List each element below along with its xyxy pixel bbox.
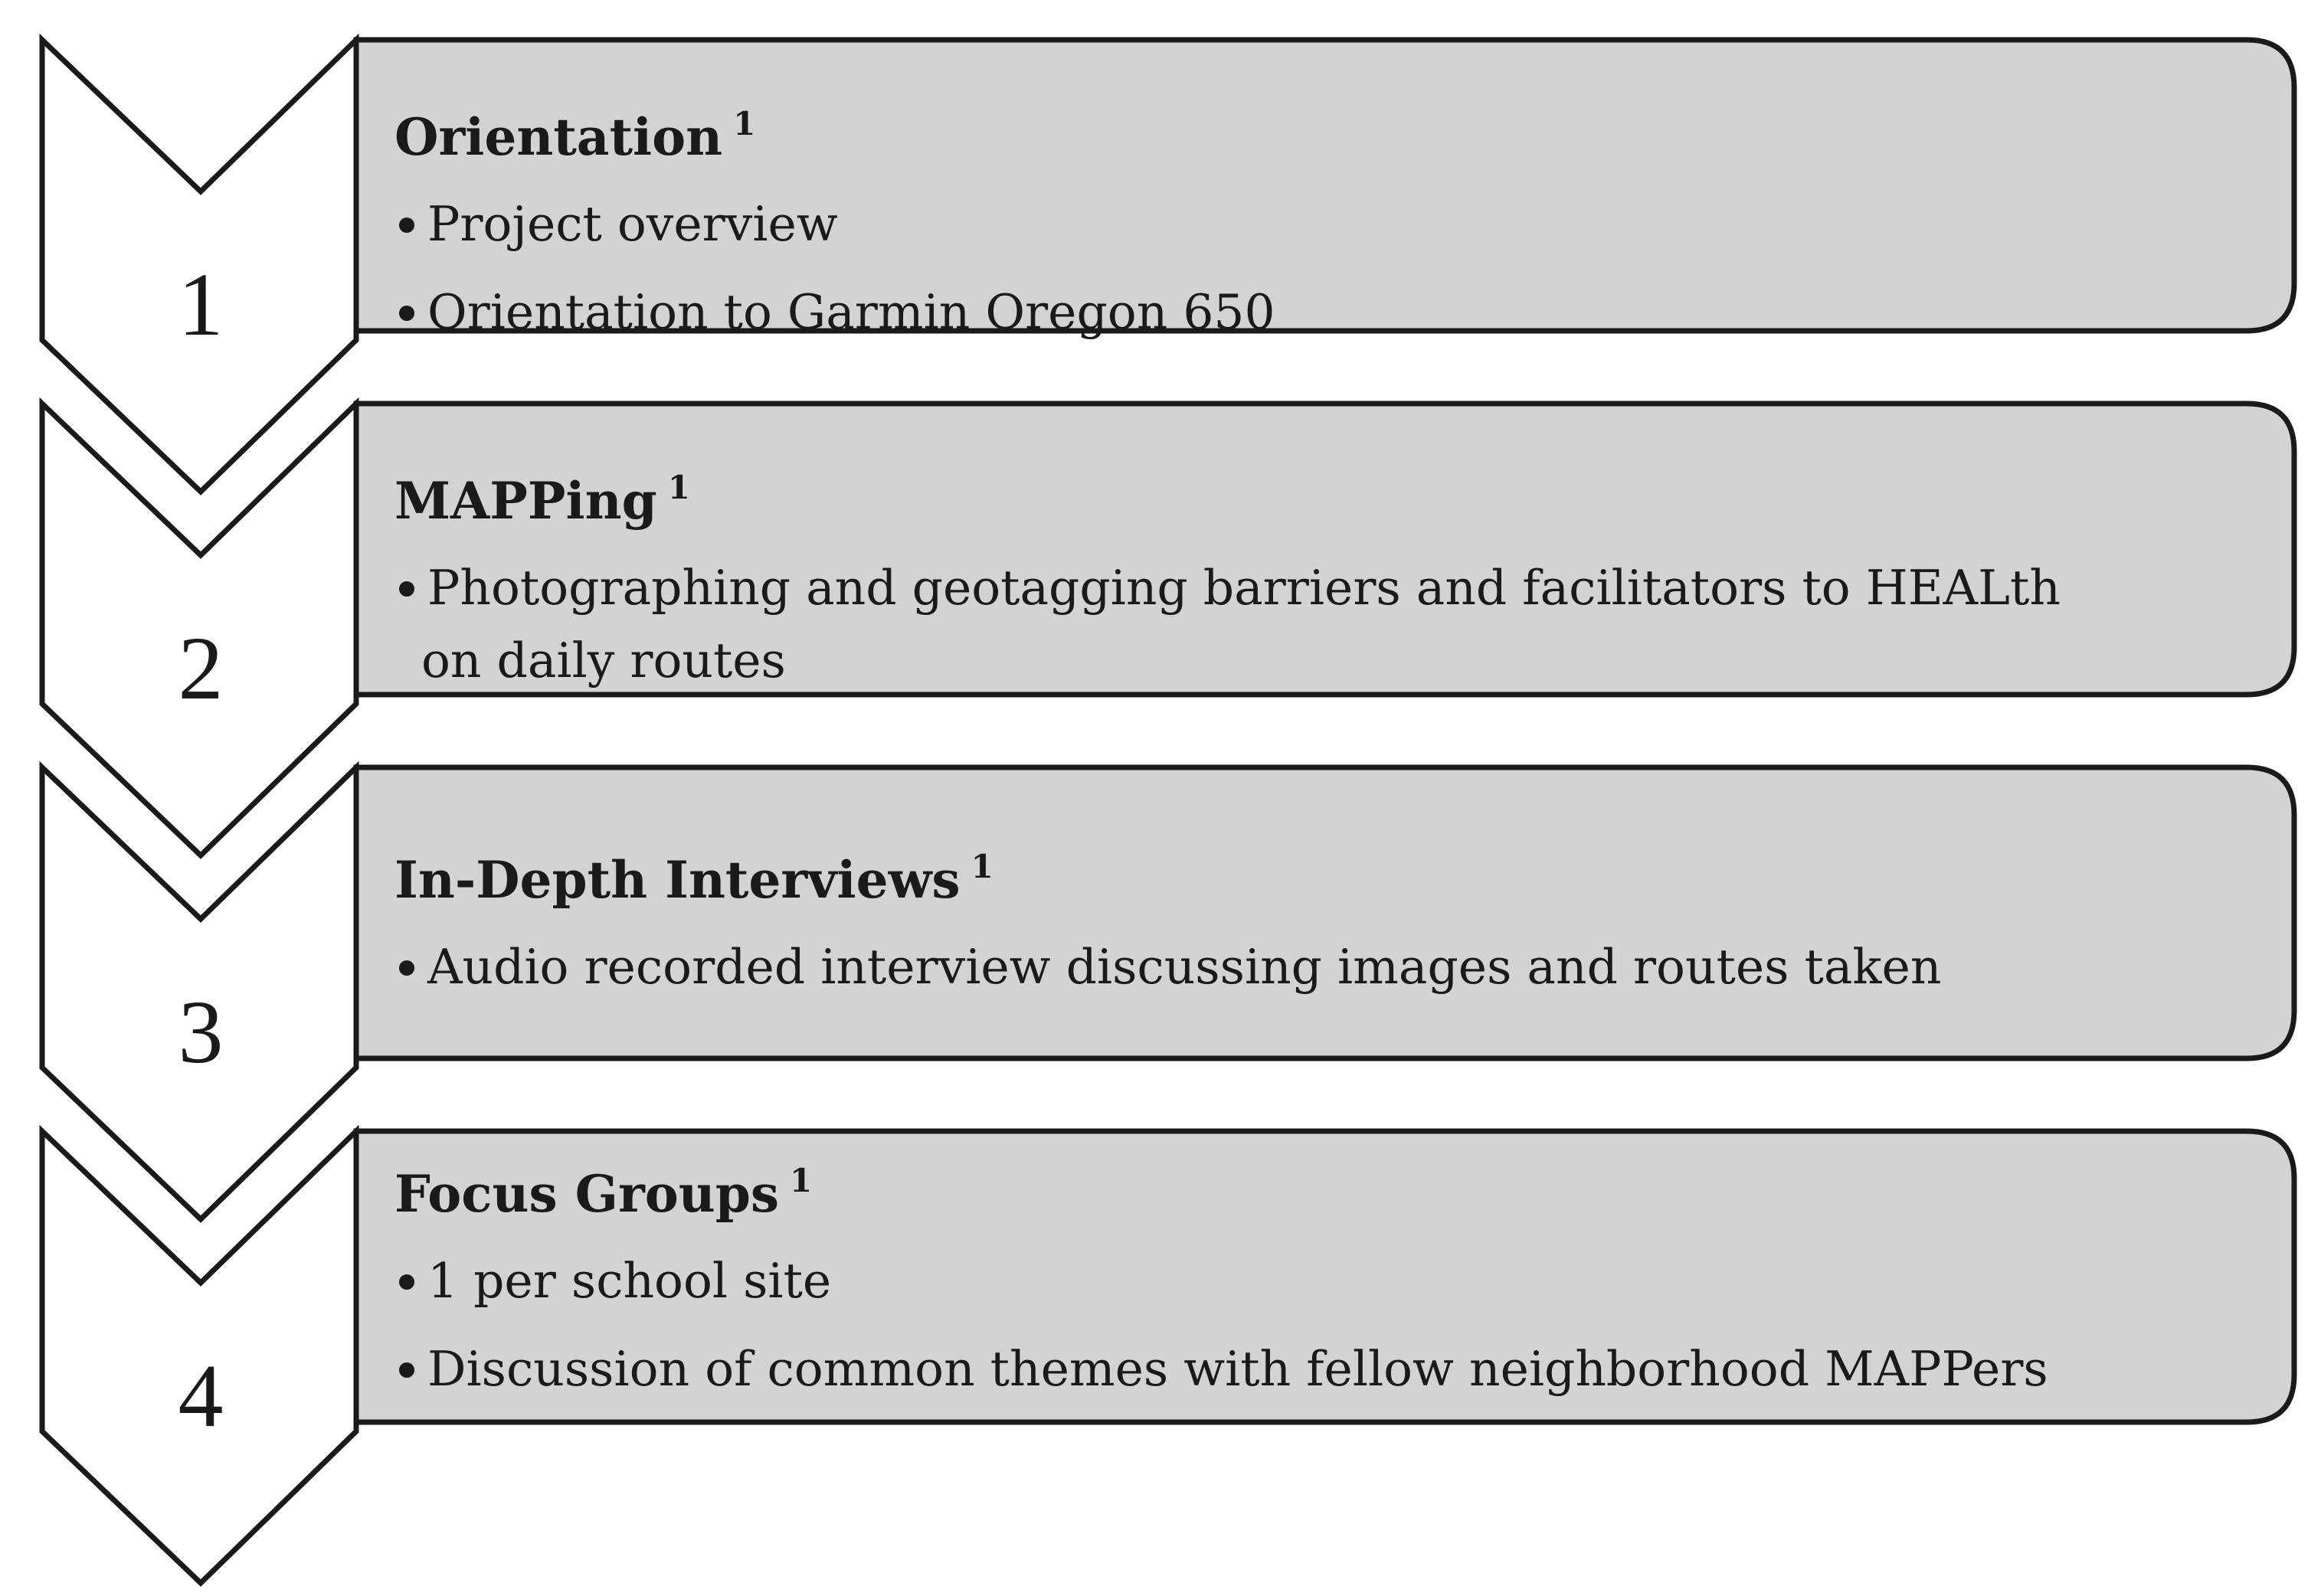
step-title: Orientation $^1$ [394,105,756,167]
bullet-dot [399,960,414,976]
bullet-dot [399,306,414,321]
step-number: 4 [178,1346,224,1446]
bullet-text: Orientation to Garmin Oregon 650 [427,284,1275,340]
chevron-layer [42,40,356,1583]
bullet-text: Project overview [427,196,838,252]
step-number: 2 [178,618,224,718]
step-title: MAPPing $^1$ [394,469,690,531]
bullet-text: Audio recorded interview discussing images and routes taken [427,939,1942,995]
bullet-text: Discussion of common themes with fellow neighborhood MAPPers [427,1341,2048,1397]
step-box-layer [356,40,2294,1422]
step-title: Focus Groups $^1$ [394,1162,813,1224]
step-number: 3 [178,982,224,1082]
step-title: In-Depth Interviews $^1$ [394,848,994,910]
bullet-dot [399,217,414,233]
bullet-dot [399,581,414,597]
step-number: 1 [178,254,224,355]
step-box [356,767,2294,1058]
bullet-dot [399,1362,414,1378]
bullet-text: 1 per school site [427,1253,832,1309]
bullet-text: Photographing and geotagging barriers and facilitators to HEALth [427,560,2061,616]
bullet-text: on daily routes [421,633,786,688]
bullet-dot [399,1274,414,1290]
